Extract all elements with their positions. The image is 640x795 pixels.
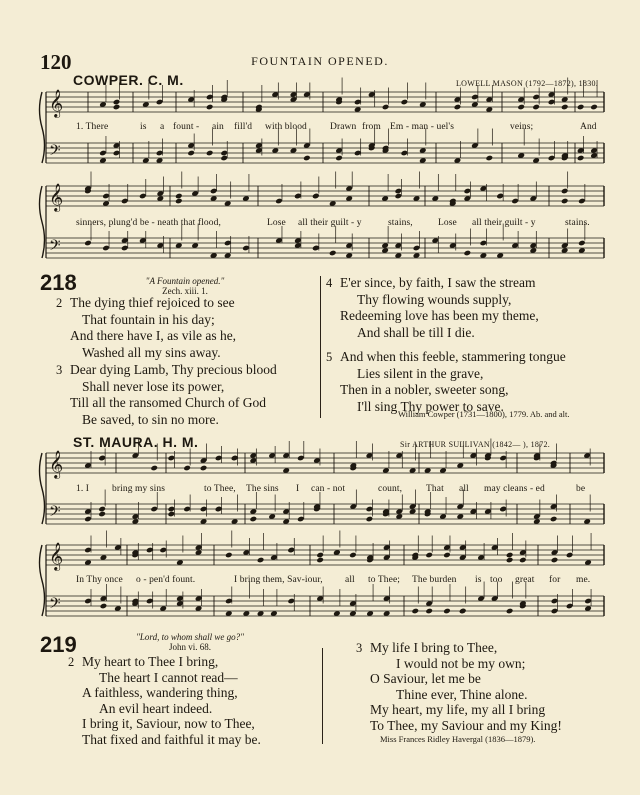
note-head xyxy=(366,516,374,523)
lyric-syllable: That xyxy=(426,484,444,494)
treble-clef: 𝄞 xyxy=(49,542,64,570)
page-number: 120 xyxy=(40,50,72,74)
note-head xyxy=(566,552,574,559)
verse-line: O Saviour, let me be xyxy=(370,671,481,686)
note-head xyxy=(506,552,514,559)
note-head xyxy=(257,557,265,564)
lyric-syllable: great xyxy=(515,575,535,585)
treble-clef: 𝄞 xyxy=(49,450,64,478)
lyric-syllable: too xyxy=(490,575,503,585)
lyric-syllable: stains, xyxy=(388,218,413,228)
scripture-quote: "A Fountain opened." xyxy=(145,276,225,286)
verse-line: My heart, my life, my all I bring xyxy=(370,702,546,717)
verse-line: Shall never lose its power, xyxy=(82,378,225,394)
lyric-syllable: can - not xyxy=(311,484,346,494)
lyric-syllable: fount - xyxy=(173,122,200,132)
verse-line: To Thee, my Saviour and my King! xyxy=(370,717,562,733)
note-head xyxy=(425,608,433,615)
verse-line: That fountain in his day; xyxy=(82,311,215,327)
note-head xyxy=(316,552,324,559)
lyric-syllable: 1. I xyxy=(76,484,90,494)
column-divider xyxy=(322,648,323,744)
note-head xyxy=(443,552,451,559)
scripture-219 xyxy=(105,632,275,652)
note-head xyxy=(329,250,337,257)
author-credit-219: Miss Frances Ridley Havergal (1836—1879). xyxy=(380,734,536,744)
verse-line: My heart to Thee I bring, xyxy=(82,654,219,669)
note-head xyxy=(561,198,569,205)
verse-number: 2 xyxy=(56,296,63,310)
lyric-syllable: Em - man - uel's xyxy=(390,122,454,132)
verse-number: 3 xyxy=(56,363,63,377)
brace xyxy=(40,453,45,524)
verse-line: Thy flowing wounds supply, xyxy=(357,291,512,307)
note-head xyxy=(113,99,121,106)
verse-line: Redeeming love has been my theme, xyxy=(340,308,539,323)
note-head xyxy=(464,250,472,257)
verse-number: 3 xyxy=(356,641,363,655)
note-head xyxy=(206,150,214,157)
note-head xyxy=(382,104,390,111)
verse-line: Lies silent in the grave, xyxy=(357,365,484,381)
verse-line: Dear dying Lamb, Thy precious blood xyxy=(70,362,277,377)
note-head xyxy=(411,608,419,615)
note-head xyxy=(335,155,343,162)
note-head xyxy=(250,516,258,523)
note-head xyxy=(459,608,467,615)
scripture-ref: Zech. xiii. 1. xyxy=(162,286,208,296)
scripture-218 xyxy=(110,276,260,296)
note-head xyxy=(454,104,462,111)
note-head xyxy=(577,104,585,111)
note-head xyxy=(561,104,569,111)
bass-clef: 𝄢 xyxy=(49,595,61,616)
verse-line: That fixed and faithful it may be. xyxy=(82,731,261,747)
note-head xyxy=(551,557,559,564)
note-head xyxy=(349,552,357,559)
verse-line: My life I bring to Thee, xyxy=(370,640,498,655)
bass-clef: 𝄢 xyxy=(49,237,61,258)
lyric-syllable: from xyxy=(362,122,381,132)
verse-line: And shall be till I die. xyxy=(357,324,475,340)
lyric-syllable: count, xyxy=(378,484,403,494)
note-head xyxy=(113,104,121,111)
note-head xyxy=(590,104,598,111)
note-head xyxy=(577,155,585,162)
scripture-ref: John vi. 68. xyxy=(168,642,211,652)
lyric-syllable: may cleans - ed xyxy=(484,484,545,494)
note-head xyxy=(175,193,183,200)
verse-line: The dying thief rejoiced to see xyxy=(70,295,235,310)
note-head xyxy=(506,557,514,564)
lyric-syllable: stains. xyxy=(565,218,590,228)
lyric-syllable: ain xyxy=(212,122,224,132)
note-head xyxy=(517,104,525,111)
note-head xyxy=(100,603,108,610)
running-title: FOUNTAIN OPENED. xyxy=(251,54,389,68)
note-head xyxy=(486,155,494,162)
bass-clef: 𝄢 xyxy=(49,503,61,524)
lyric-syllable: is xyxy=(140,122,147,132)
note-head xyxy=(98,511,106,518)
note-head xyxy=(506,608,514,615)
scripture-quote: "Lord, to whom shall we go?" xyxy=(136,632,244,642)
lyric-syllable: The burden xyxy=(412,575,457,585)
note-head xyxy=(519,557,527,564)
lyric-syllable: 1. There xyxy=(76,122,109,132)
lyric-syllable: all xyxy=(459,484,469,494)
lyric-syllable: And xyxy=(580,122,597,132)
verse-line: The heart I cannot read— xyxy=(99,669,238,685)
lyric-syllable: The sins xyxy=(246,484,279,494)
verse-line: I would not be my own; xyxy=(396,655,526,671)
lyric-syllable: to Thee; xyxy=(368,575,401,585)
lyric-syllable: is xyxy=(475,575,482,585)
lyric-syllable: Drawn xyxy=(330,122,357,132)
composer-cowper: LOWELL MASON (1792—1872), 1830. xyxy=(456,79,599,88)
brace xyxy=(40,186,45,258)
note-head xyxy=(175,198,183,205)
treble-clef: 𝄞 xyxy=(49,89,64,117)
lyric-syllable: o - pen'd fount. xyxy=(136,575,196,585)
lyric-syllable: fill'd xyxy=(234,122,253,132)
note-head xyxy=(183,465,191,472)
tune-name-cowper: COWPER. C. M. xyxy=(73,72,184,88)
hymn-number-219: 219 xyxy=(40,632,77,657)
verse-line: An evil heart indeed. xyxy=(99,700,213,716)
note-head xyxy=(150,465,158,472)
lyric-syllable: all xyxy=(345,575,355,585)
note-head xyxy=(401,99,409,106)
composer-st-maura: Sir ARTHUR SULLIVAN (1842— ), 1872. xyxy=(400,440,551,449)
note-head xyxy=(200,465,208,472)
verse-line: Then in a nobler, sweeter song, xyxy=(340,382,509,397)
lyric-syllable: all their guilt - y xyxy=(472,218,536,228)
verse-number: 4 xyxy=(326,276,333,290)
lyric-syllable: a xyxy=(160,122,165,132)
verse-line: Washed all my sins away. xyxy=(82,344,221,360)
author-credit-218: William Cowper (1731—1800), 1779. Ab. and alt. xyxy=(398,409,570,419)
tune-name-st-maura: ST. MAURA. H. M. xyxy=(73,434,199,450)
note-head xyxy=(578,240,586,247)
lyric-syllable: I bring them, Sav-iour, xyxy=(234,575,323,585)
lyric-syllable: sinners, plung'd be - neath that flood, xyxy=(76,218,221,228)
note-head xyxy=(561,188,569,195)
verse-line: Be saved, to sin no more. xyxy=(82,411,219,427)
note-head xyxy=(98,506,106,513)
treble-clef: 𝄞 xyxy=(49,183,64,211)
brace xyxy=(40,545,45,616)
note-head xyxy=(425,552,433,559)
note-head xyxy=(550,516,558,523)
note-head xyxy=(532,104,540,111)
note-head xyxy=(316,557,324,564)
verse-number: 5 xyxy=(326,350,333,364)
hymn-number-218: 218 xyxy=(40,270,77,295)
lyric-syllable: with blood xyxy=(265,122,307,132)
lyric-syllable: In Thy once xyxy=(76,575,123,585)
note-head xyxy=(225,552,233,559)
lyric-syllable: Lose xyxy=(438,218,457,228)
lyric-syllable: be xyxy=(576,484,586,494)
verse-line: A faithless, wandering thing, xyxy=(82,685,238,700)
column-divider xyxy=(320,276,321,418)
note-head xyxy=(187,150,195,157)
note-head xyxy=(312,193,320,200)
lyric-syllable: to Thee, xyxy=(204,484,236,494)
lyric-syllable: Lose xyxy=(267,218,286,228)
brace xyxy=(40,92,45,163)
verse-line: I bring it, Saviour, now to Thee, xyxy=(82,716,255,731)
verse-number: 2 xyxy=(68,655,75,669)
lyric-syllable: I xyxy=(296,484,300,494)
lyric-syllable: for xyxy=(549,575,561,585)
lyric-syllable: bring my sins xyxy=(112,484,166,494)
verse-line: Till all the ransomed Church of God xyxy=(70,395,266,410)
lyric-syllable: me. xyxy=(576,575,591,585)
verse-line: I'll sing Thy power to save. xyxy=(357,398,504,414)
lyric-syllable: all their guilt - y xyxy=(298,218,362,228)
note-head xyxy=(84,240,92,247)
note-head xyxy=(443,608,451,615)
bass-clef: 𝄢 xyxy=(49,142,61,163)
verse-line: E'er since, by faith, I saw the stream xyxy=(340,275,536,290)
lyric-syllable: veins; xyxy=(510,122,534,132)
verse-line: Thine ever, Thine alone. xyxy=(396,686,528,702)
verse-line: And there have I, as vile as he, xyxy=(70,328,237,343)
note-head xyxy=(206,104,214,111)
note-head xyxy=(303,155,311,162)
verse-line: And when this feeble, stammering tongue xyxy=(340,349,566,364)
